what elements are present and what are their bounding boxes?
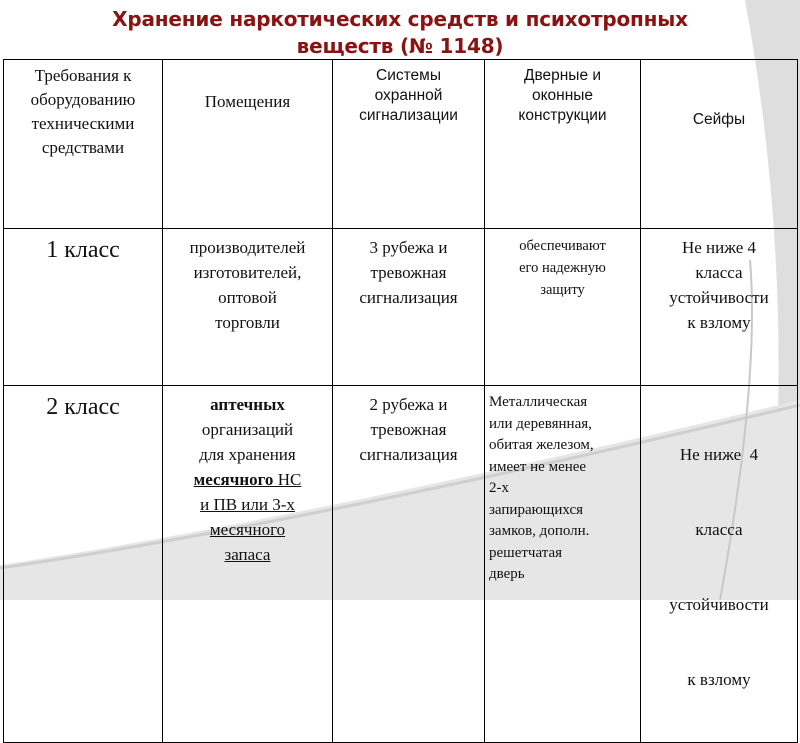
cell-text: к взлому [687, 313, 751, 332]
class-label: 2 класс [46, 394, 120, 420]
safes-cell [641, 229, 798, 386]
header-text: конструкции [518, 107, 607, 124]
cell-text: НС [273, 470, 302, 489]
header-text: Дверные и [523, 67, 602, 84]
class-cell [4, 386, 163, 743]
header-text: средствами [41, 138, 125, 157]
header-door-window [485, 60, 641, 229]
cell-text: 2 рубежа и [369, 395, 448, 414]
header-alarm-systems [333, 60, 485, 229]
header-premises [163, 60, 333, 229]
cell-text-underlined [167, 467, 328, 492]
cell-text: устойчивости [669, 595, 769, 614]
page-title [0, 6, 800, 60]
doors-cell [485, 386, 641, 743]
header-safes [641, 60, 798, 229]
cell-text: оптовой [218, 288, 277, 307]
cell-text: сигнализация [359, 288, 458, 307]
cell-text: Не ниже 4 [681, 238, 757, 257]
header-text: техническими [31, 114, 135, 133]
header-text: Сейфы [692, 111, 746, 128]
header-text: сигнализации [359, 107, 458, 124]
table-row [4, 229, 798, 386]
title-line-2: веществ (№ 1148) [296, 34, 504, 58]
cell-text: решетчатая [489, 544, 563, 561]
doors-cell [485, 229, 641, 386]
header-text: охранной [374, 87, 443, 104]
class-cell [4, 229, 163, 386]
cell-text: защиту [540, 282, 585, 298]
cell-text: запирающихся [489, 501, 584, 518]
cell-text: или деревянная, [489, 415, 592, 432]
cell-text: для хранения [199, 445, 296, 464]
header-text: оборудованию [30, 90, 136, 109]
cell-text-underlined: запаса [224, 545, 271, 564]
cell-text: изготовителей, [193, 263, 302, 282]
class-label: 1 класс [46, 237, 120, 263]
premises-cell [163, 386, 333, 743]
cell-text-bold: месячного [193, 470, 274, 489]
header-requirements [4, 60, 163, 229]
premises-cell [163, 229, 333, 386]
header-text: оконные [531, 87, 594, 104]
cell-text: дверь [489, 566, 525, 582]
cell-text-underlined: и ПВ или 3-х [200, 495, 295, 514]
header-text: Помещения [204, 92, 291, 111]
header-text: Системы [376, 67, 441, 84]
cell-text: обеспечивают [519, 238, 606, 254]
cell-text: Металлическая [489, 394, 588, 410]
cell-text: сигнализация [359, 445, 458, 464]
table-header-row [4, 60, 798, 229]
cell-text: его надежную [519, 260, 606, 276]
cell-text: торговли [215, 313, 280, 332]
safes-cell [641, 386, 798, 743]
cell-text: производителей [189, 238, 306, 257]
cell-text: класса [695, 263, 743, 282]
header-text: Требования к [34, 66, 132, 85]
alarm-cell [333, 229, 485, 386]
cell-text-bold: аптечных [210, 395, 285, 414]
cell-text-underlined: месячного [209, 520, 286, 539]
cell-text: класса [695, 520, 743, 539]
cell-text: обитая железом, [489, 437, 594, 453]
cell-text: замков, дополн. [489, 523, 590, 539]
cell-text: тревожная [370, 420, 447, 439]
title-line-1: Хранение наркотических средств и психотропных [112, 7, 688, 31]
cell-text: 2-х [489, 480, 509, 496]
cell-text: имеет не менее [489, 458, 587, 475]
cell-text: организаций [201, 420, 294, 439]
cell-text: Не ниже 4 [679, 445, 759, 464]
cell-text: к взлому [687, 670, 751, 689]
cell-text: 3 рубежа и [369, 238, 448, 257]
storage-requirements-table [3, 59, 798, 743]
alarm-cell [333, 386, 485, 743]
cell-text: тревожная [370, 263, 447, 282]
table-row [4, 386, 798, 743]
cell-text: устойчивости [669, 288, 769, 307]
